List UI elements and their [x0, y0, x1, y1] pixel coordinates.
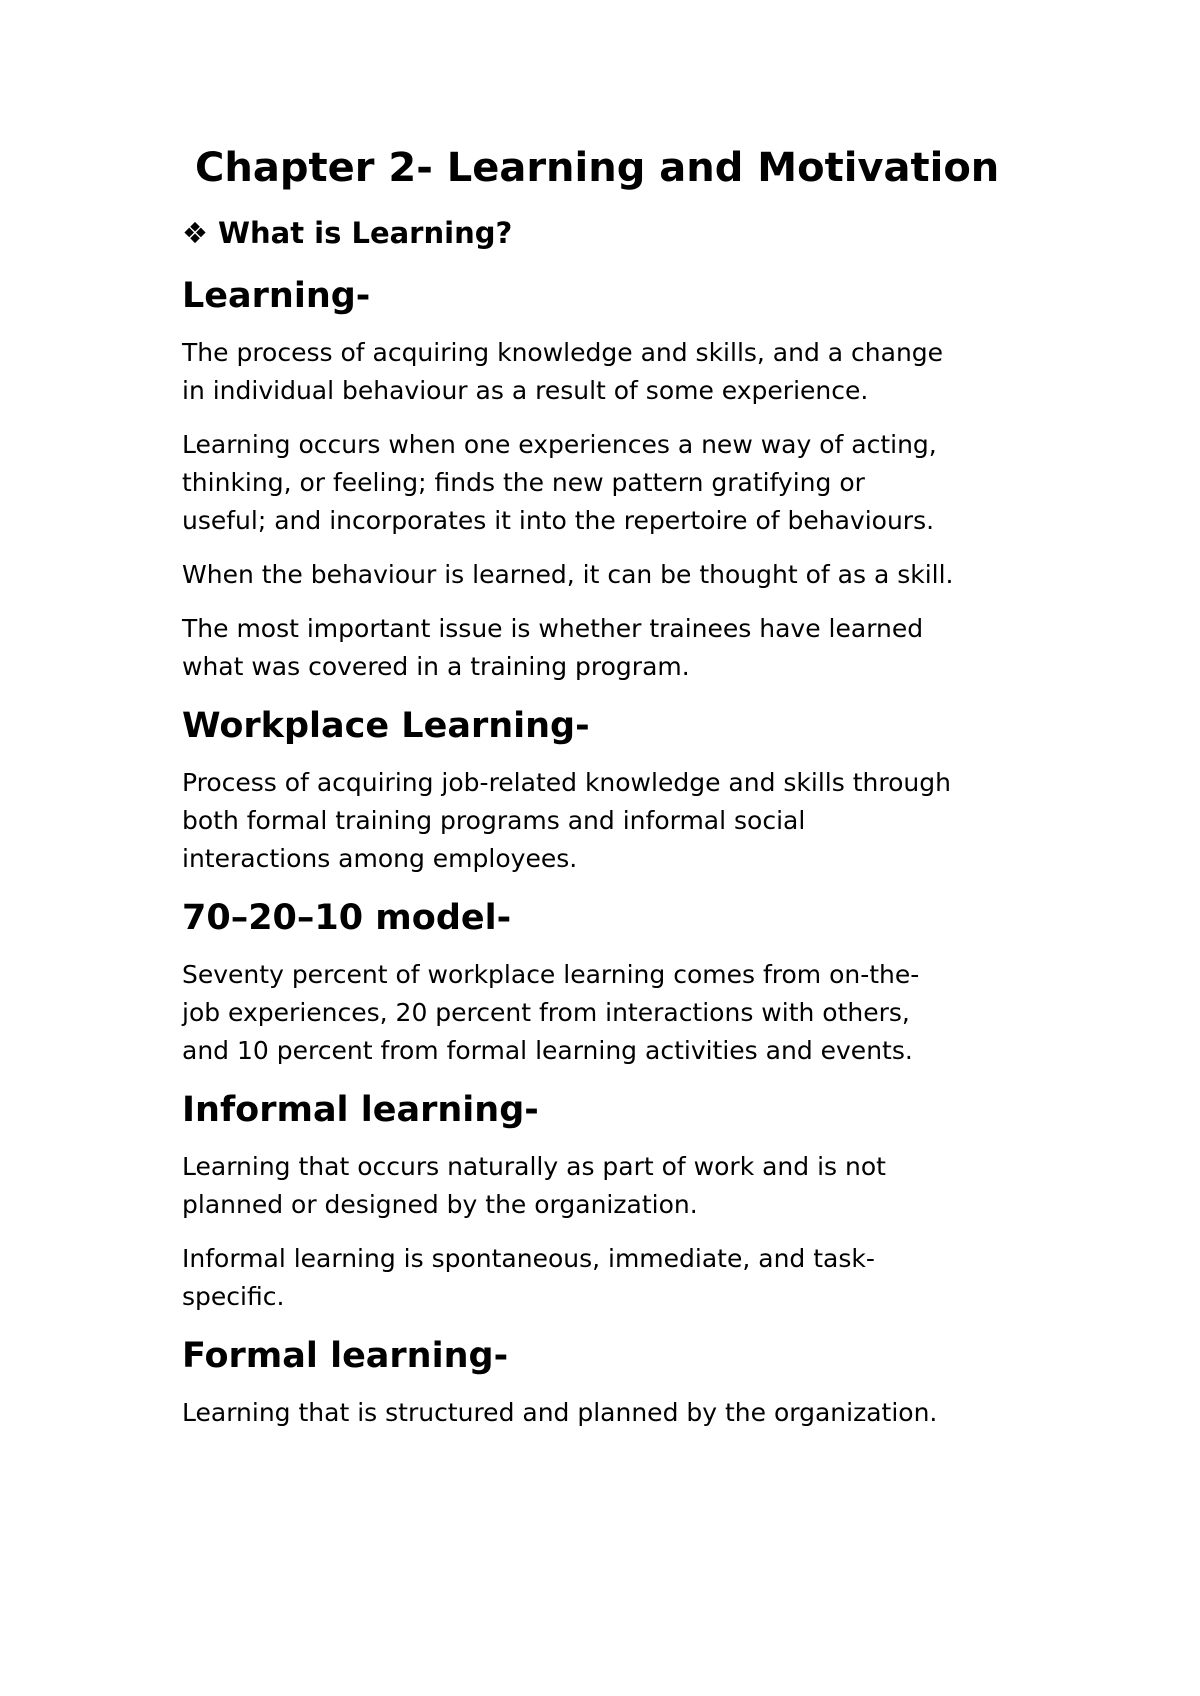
paragraph: The most important issue is whether trainees have learned what was covered in a training program.	[182, 614, 924, 681]
section-heading: Workplace Learning-	[182, 706, 590, 746]
section-heading: Formal learning-	[182, 1336, 509, 1376]
section-workplace-learning	[182, 702, 1062, 878]
section-heading: Informal learning-	[182, 1090, 539, 1130]
paragraph: Process of acquiring job-related knowledge and skills through both formal training programs and informal social interactions among employees.	[182, 768, 951, 873]
section-70-20-10-model	[182, 894, 1062, 1070]
question-text: What is Learning?	[218, 216, 513, 250]
paragraph: Seventy percent of workplace learning comes from on-the- job experiences, 20 percent from interactions with others, and 10 percent from formal learning activities and events.	[182, 960, 920, 1065]
paragraph: Learning that occurs naturally as part of work and is not planned or designed by the organization.	[182, 1152, 886, 1219]
section-heading: Learning-	[182, 276, 371, 316]
section-informal-learning	[182, 1086, 1062, 1316]
paragraph: The process of acquiring knowledge and skills, and a change in individual behaviour as a result of some experience.	[182, 338, 944, 405]
paragraph: Learning that is structured and planned by the organization.	[182, 1398, 938, 1427]
paragraph: When the behaviour is learned, it can be thought of as a skill.	[182, 560, 954, 589]
paragraph: Informal learning is spontaneous, immediate, and task- specific.	[182, 1244, 875, 1311]
paragraph: Learning occurs when one experiences a new way of acting, thinking, or feeling; finds the new pattern gratifying or useful; and incorporates it into the repertoire of behaviours.	[182, 430, 937, 535]
document-body	[182, 272, 1062, 1448]
diamond-bullet-icon: ❖	[182, 216, 208, 250]
section-formal-learning	[182, 1332, 1062, 1432]
question-heading	[182, 213, 512, 253]
chapter-title: Chapter 2- Learning and Motivation	[195, 145, 1000, 191]
section-heading: 70–20–10 model-	[182, 898, 512, 938]
section-learning	[182, 272, 1062, 686]
